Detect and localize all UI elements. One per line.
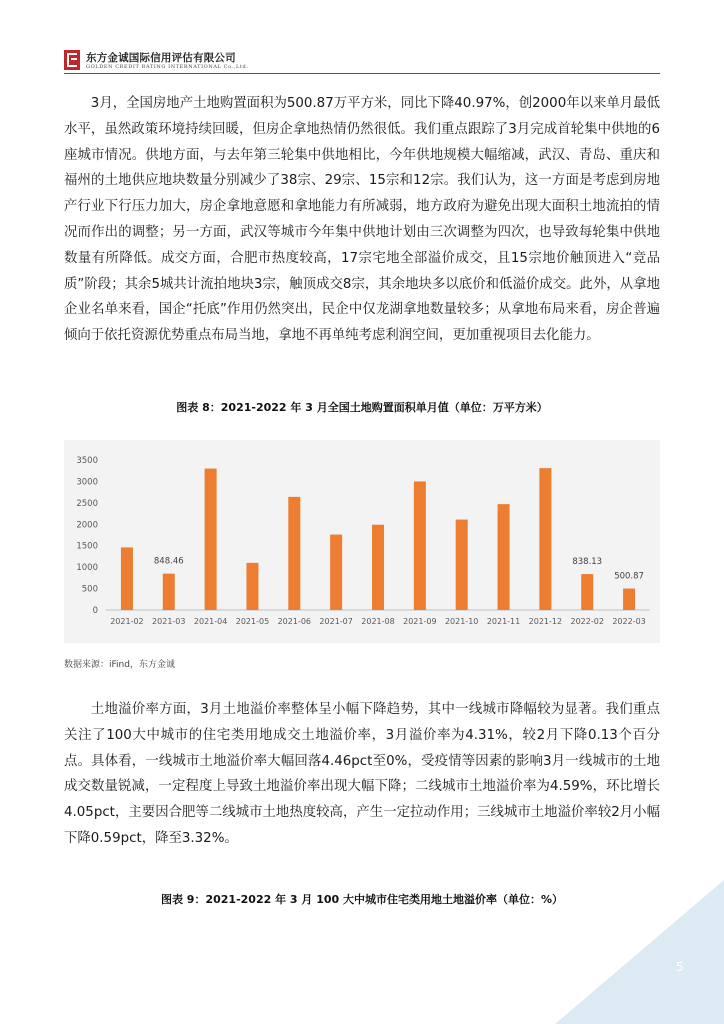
x-tick-label: 2021-02 [110,617,144,626]
body-paragraph-land-purchase: 3月，全国房地产土地购置面积为500.87万平方米，同比下降40.97%，创2000年以来单月最低水平，虽然政策环境持续回暖，但房企拿地热情仍然很低。我们重点跟踪了3月完成首轮集中供地的6座城市情况。供地方面，与去年第三轮集中供地相比，今年供地规模大幅缩减，武汉、青岛、重庆和福州的土地供应地块数量分别减少了38宗、29宗、15宗和12宗。我们认为，这一方面是考虑到房地产行业下行压力加大，房企拿地意愿和拿地能力有所减弱，地方政府为避免出现大面积土地流拍的情况而作出的调整；另一方面，武汉等城市今年集中供地计划由三次调整为四次，也导致每轮集中供地数量有所降低。成交方面，合肥市热度较高，17宗宅地全部溢价成交，且15宗地价触顶进入“竞品质”阶段；其余5城共计流拍地块3宗，触顶成交8宗，其余地块多以底价和低溢价成交。此外，从拿地企业名单来看，国企“托底”作用仍然突出，民企中仅龙湖拿地数量较多；从拿地布局来看，房企普遍倾向于依托资源优势重点布局当地，拿地不再单纯考虑利润空间，更加重视项目去化能力。 [64,96,660,344]
figure-9-caption: 图表 9：2021-2022 年 3 月 100 大中城市住宅类用地土地溢价率（单位：%） [160,893,564,906]
x-tick-label: 2021-11 [486,617,521,626]
bar-2021-12 [539,468,551,610]
company-name: 东方金诚国际信用评估有限公司 [86,52,236,64]
bar-2021-04 [205,469,217,610]
x-tick-label: 2021-08 [361,617,395,626]
data-source: 数据来源：iFind，东方金诚 [64,660,175,670]
bar-2021-06 [288,497,300,610]
bar-2021-05 [246,563,258,610]
data-labels [154,557,644,582]
header-divider [64,73,660,74]
x-tick-label: 2021-12 [528,617,563,626]
x-tick-label: 2021-10 [444,617,479,626]
company-logo-icon [64,50,80,70]
bar-2021-03 [163,574,175,610]
y-tick-label: 1500 [76,541,98,552]
bar-2021-08 [372,525,384,610]
x-tick-label: 2021-06 [277,617,312,626]
bar-chart [64,440,660,643]
y-tick-label: 3000 [76,477,98,488]
y-tick-label: 2000 [76,520,98,531]
page-header [64,48,660,76]
bars [121,468,635,610]
x-axis-ticks [110,617,646,626]
x-tick-label: 2022-02 [570,617,604,626]
page-number: 5 [676,960,684,974]
bar-2021-07 [330,535,342,610]
figure-8-chart [64,440,660,643]
data-label-2021-03: 848.46 [153,556,184,567]
bar-2021-09 [414,481,426,610]
figure-8-caption: 图表 8：2021-2022 年 3 月全国土地购置面积单月值（单位：万平方米） [176,401,548,414]
bar-2022-03 [623,589,635,610]
bar-2021-11 [498,504,510,610]
data-label-2022-02: 838.13 [572,557,603,568]
bar-2021-10 [456,520,468,610]
y-axis [76,456,98,616]
x-tick-label: 2021-05 [235,617,270,626]
y-tick-label: 500 [81,584,98,595]
bar-2022-02 [581,574,593,610]
y-tick-label: 0 [92,606,98,616]
body-paragraph-land-premium: 土地溢价率方面，3月土地溢价率整体呈小幅下降趋势，其中一线城市降幅较为显著。我们重点关注了100大中城市的住宅类用地成交土地溢价率，3月溢价率为4.31%，较2月下降0.13个百分点。具体看，一线城市土地溢价率大幅回落4.46pct至0%，受疫情等因素的影响3月一线城市的土地成交数量锐减，一定程度上导致土地溢价率出现大幅下降；二线城市土地溢价率为4.59%，环比增长4.05pct，主要因合肥等二线城市土地热度较高，产生一定拉动作用；三线城市土地溢价率较2月小幅下降0.59pct，降至3.32%。 [64,702,660,846]
company-name-en: GOLDEN CREDIT RATING INTERNATIONAL Co.,Ltd. [86,64,249,70]
bar-2021-02 [121,547,133,610]
y-tick-label: 1000 [76,563,98,574]
x-tick-label: 2021-09 [403,617,437,626]
y-tick-label: 3500 [76,456,98,466]
data-label-2022-03: 500.87 [614,571,644,582]
x-tick-label: 2021-03 [152,617,186,626]
x-tick-label: 2022-03 [612,617,646,626]
x-tick-label: 2021-04 [193,617,228,626]
y-tick-label: 2500 [76,498,98,509]
x-tick-label: 2021-07 [319,617,353,626]
